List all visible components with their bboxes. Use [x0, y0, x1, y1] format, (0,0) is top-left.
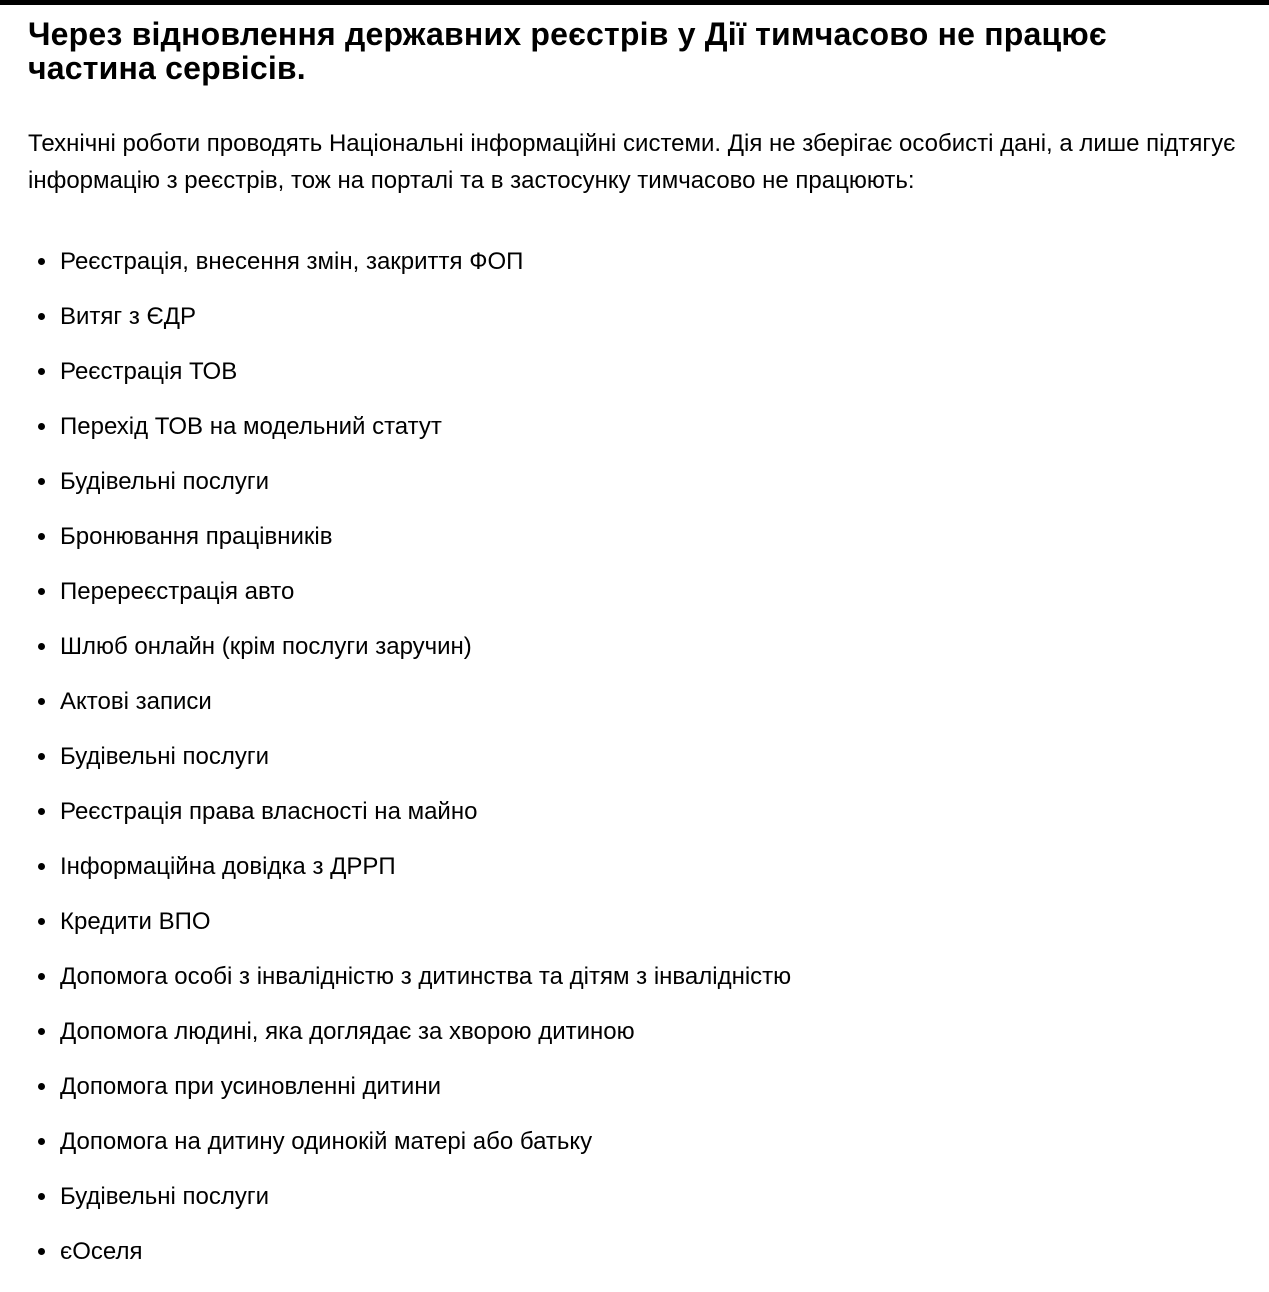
- intro-paragraph: Технічні роботи проводять Національні інформаційні системи. Дія не зберігає особисті дані, а лише підтягує інформацію з реєстрів, тож на порталі та в застосунку тимчасово не працюють:: [28, 130, 1236, 194]
- service-list-item: [60, 632, 1210, 662]
- service-list-item: [60, 852, 1210, 882]
- bullet-icon: [38, 753, 45, 760]
- service-label: Будівельні послуги: [60, 743, 270, 770]
- service-label: Інформаційна довідка з ДРРП: [60, 853, 396, 880]
- page-title: Через відновлення державних реєстрів у Дії тимчасово не працює частина сервісів.: [28, 16, 1107, 86]
- service-label: Перехід ТОВ на модельний статут: [60, 413, 442, 440]
- service-list-item: [60, 1017, 1210, 1047]
- bullet-icon: [38, 478, 45, 485]
- bullet-icon: [38, 643, 45, 650]
- service-list-item: [60, 742, 1210, 772]
- bullet-icon: [38, 533, 45, 540]
- unavailable-services-list: [28, 247, 1241, 1267]
- service-list-item: [60, 1237, 1210, 1267]
- service-list-item: [60, 797, 1210, 827]
- bullet-icon: [38, 1028, 45, 1035]
- service-label: Перереєстрація авто: [60, 578, 295, 605]
- bullet-icon: [38, 808, 45, 815]
- service-list-item: [60, 687, 1210, 717]
- service-label: Допомога особі з інвалідністю з дитинства та дітям з інвалідністю: [60, 963, 792, 990]
- bullet-icon: [38, 313, 45, 320]
- bullet-icon: [38, 258, 45, 265]
- service-label: Реєстрація права власності на майно: [60, 798, 478, 825]
- service-list-item: [60, 1127, 1210, 1157]
- service-list-item: [60, 357, 1210, 387]
- service-label: Допомога при усиновленні дитини: [60, 1073, 441, 1100]
- service-list-item: [60, 467, 1210, 497]
- bullet-icon: [38, 368, 45, 375]
- bullet-icon: [38, 588, 45, 595]
- bullet-icon: [38, 423, 45, 430]
- service-list-item: [60, 1182, 1210, 1212]
- bullet-icon: [38, 918, 45, 925]
- service-label: Реєстрація ТОВ: [60, 358, 238, 385]
- service-list-item: [60, 907, 1210, 937]
- service-label: Бронювання працівників: [60, 523, 333, 550]
- announcement-content: [0, 17, 1269, 1267]
- service-label: Будівельні послуги: [60, 1183, 270, 1210]
- top-border-bar: [0, 0, 1269, 5]
- bullet-icon: [38, 1083, 45, 1090]
- bullet-icon: [38, 973, 45, 980]
- bullet-icon: [38, 1138, 45, 1145]
- service-list-item: [60, 1072, 1210, 1102]
- service-list-item: [60, 522, 1210, 552]
- bullet-icon: [38, 698, 45, 705]
- service-label: Реєстрація, внесення змін, закриття ФОП: [60, 248, 524, 275]
- bullet-icon: [38, 863, 45, 870]
- service-label: Витяг з ЄДР: [60, 303, 197, 330]
- bullet-icon: [38, 1193, 45, 1200]
- service-list-item: [60, 962, 1210, 992]
- service-list-item: [60, 412, 1210, 442]
- service-label: Актові записи: [60, 688, 212, 715]
- service-label: Допомога на дитину одинокій матері або батьку: [60, 1128, 593, 1155]
- service-list-item: [60, 247, 1210, 277]
- bullet-icon: [38, 1248, 45, 1255]
- service-label: єОселя: [60, 1238, 143, 1265]
- service-list-item: [60, 577, 1210, 607]
- service-label: Допомога людині, яка доглядає за хворою дитиною: [60, 1018, 635, 1045]
- service-label: Шлюб онлайн (крім послуги заручин): [60, 633, 472, 660]
- service-list-item: [60, 302, 1210, 332]
- service-label: Будівельні послуги: [60, 468, 270, 495]
- service-label: Кредити ВПО: [60, 908, 211, 935]
